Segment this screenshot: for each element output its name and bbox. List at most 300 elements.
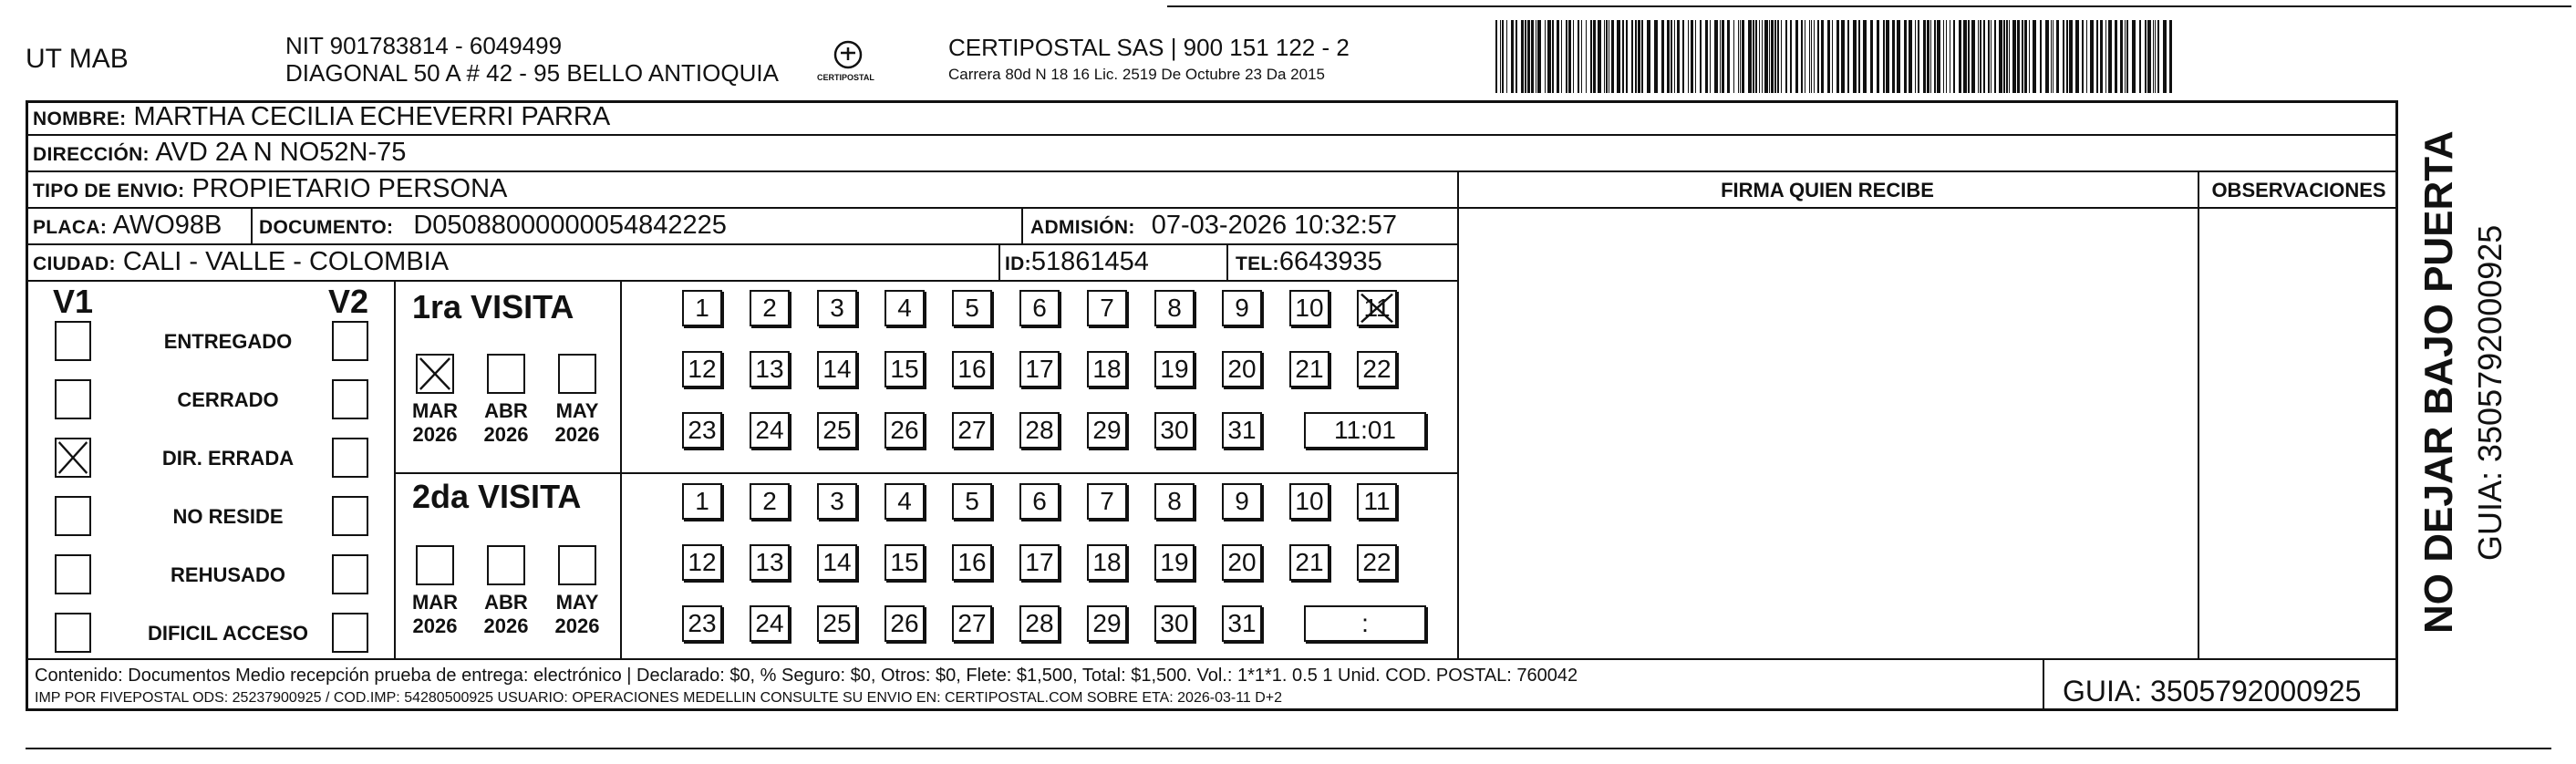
barcode-bar (1994, 20, 1996, 93)
barcode-bar (1759, 20, 1760, 93)
barcode-bar (2100, 20, 2103, 93)
v2-checkbox[interactable] (332, 321, 368, 361)
day-box[interactable] (1357, 290, 1397, 326)
year-label: 2026 (483, 423, 529, 446)
day-box[interactable]: 31 (1222, 605, 1262, 642)
barcode-bar (1586, 20, 1587, 93)
row-divider (26, 134, 2398, 136)
barcode-bar (1927, 20, 1929, 93)
day-box[interactable]: 25 (817, 605, 857, 642)
day-box[interactable]: 3 (817, 290, 857, 326)
side-warning: NO DEJAR BAJO PUERTA (2416, 130, 2461, 634)
barcode-bar (1742, 20, 1744, 93)
day-box[interactable]: 9 (1222, 290, 1262, 326)
v1-checkbox[interactable] (55, 438, 91, 478)
day-box[interactable]: 6 (1019, 483, 1060, 520)
barcode-bar (1753, 20, 1754, 93)
day-box[interactable]: 12 (682, 351, 722, 387)
barcode-bar (1667, 20, 1670, 93)
barcode-bar (1622, 20, 1624, 93)
barcode-bar (1971, 20, 1975, 93)
barcode-bar (1988, 20, 1990, 93)
barcode-bar (2066, 20, 2068, 93)
barcode-bar (1631, 20, 1633, 93)
status-label: DIFICIL ACCESO (147, 622, 308, 645)
nombre-value: MARTHA CECILIA ECHEVERRI PARRA (133, 102, 611, 131)
barcode-bar (2090, 20, 2094, 93)
barcode-bar (1909, 20, 1912, 93)
direccion-row (33, 139, 406, 166)
barcode-bar (1863, 20, 1867, 93)
barcode-bar (2105, 20, 2106, 93)
barcode-bar (1959, 20, 1961, 93)
day-box[interactable]: 4 (885, 483, 925, 520)
col-head-divider (1457, 207, 2398, 209)
year-label: 2026 (554, 423, 600, 446)
barcode-bar (1500, 20, 1501, 93)
barcode-bar (1604, 20, 1605, 93)
day-box[interactable]: 26 (885, 605, 925, 642)
barcode-bar (2056, 20, 2059, 93)
v1-checkbox[interactable] (55, 379, 91, 419)
day-box[interactable]: 20 (1222, 351, 1262, 387)
barcode-bar (1774, 20, 1776, 93)
barcode-bar (2108, 20, 2112, 93)
day-box[interactable]: 19 (1154, 544, 1195, 581)
barcode-bar (1617, 20, 1620, 93)
month-checkbox[interactable] (558, 545, 596, 585)
barcode-bar (1720, 20, 1721, 93)
year-label: 2026 (412, 423, 458, 446)
day-box[interactable]: 13 (750, 351, 790, 387)
side-guia: GUIA: 3505792000925 (2471, 224, 2509, 561)
footer-contents: Contenido: Documentos Medio recepción prueba de entrega: electrónico | Declarado: $0, % Seguro: $0, Otros: $0, Flete: $1,500, Total: $1,500. Vol.: 1*1*1. 0.5 1 Unid. COD. POSTAL: 760042 (35, 666, 1578, 686)
tel-value: 6643935 (1278, 247, 1382, 276)
sender-address: DIAGONAL 50 A # 42 - 95 BELLO ANTIOQUIA (285, 59, 779, 87)
status-label: NO RESIDE (172, 505, 284, 528)
barcode-bar (1506, 20, 1507, 93)
barcode-bar (1858, 20, 1860, 93)
v1-checkbox[interactable] (55, 496, 91, 536)
barcode-bar (1781, 20, 1782, 93)
day-box[interactable]: 17 (1019, 351, 1060, 387)
day-box[interactable]: 6 (1019, 290, 1060, 326)
barcode-bar (2009, 20, 2010, 93)
x-mark (57, 439, 89, 476)
v1-checkbox[interactable] (55, 613, 91, 653)
barcode-bar (1593, 20, 1596, 93)
month-label: ABR (484, 399, 528, 422)
v2-checkbox[interactable] (332, 613, 368, 653)
barcode-bar (1790, 20, 1792, 93)
year-label: 2026 (483, 614, 529, 637)
barcode-bar (2029, 20, 2030, 93)
ciudad-row (33, 249, 449, 275)
placa-value: AWO98B (112, 211, 222, 240)
barcode-bar (2045, 20, 2049, 93)
documento-label: DOCUMENTO: (259, 217, 394, 238)
ciudad-value: CALI - VALLE - COLOMBIA (122, 247, 450, 276)
certipostal-logo (817, 36, 875, 91)
certipostal-license: Carrera 80d N 18 16 Lic. 2519 De Octubre 23 Da 2015 (948, 66, 1325, 83)
day-box[interactable]: 23 (682, 412, 722, 449)
barcode-bar (1722, 20, 1724, 93)
barcode-bar (2125, 20, 2126, 93)
day-box[interactable]: 24 (750, 605, 790, 642)
visit2-title: 2da VISITA (412, 478, 582, 515)
barcode-bar (1714, 20, 1718, 93)
barcode-bar (1691, 20, 1693, 93)
day-box[interactable]: 20 (1222, 544, 1262, 581)
barcode-bar (1525, 20, 1526, 93)
barcode-bar (1883, 20, 1885, 93)
month-checkbox[interactable] (487, 545, 525, 585)
month-label: MAR (411, 399, 459, 422)
barcode-bar (1502, 20, 1504, 93)
barcode-bar (1904, 20, 1907, 93)
barcode-bar (2147, 20, 2151, 93)
admision-label: ADMISIÓN: (1030, 217, 1135, 238)
row-divider (26, 170, 2398, 172)
company-name: UT MAB (26, 44, 129, 74)
day-box[interactable]: 30 (1154, 412, 1195, 449)
barcode-bar (1934, 20, 1936, 93)
footer-guia-divider (2043, 658, 2044, 711)
footer-guia: GUIA: 3505792000925 (2063, 675, 2362, 707)
day-box[interactable]: 16 (952, 544, 992, 581)
placa-divider (251, 207, 253, 243)
barcode-bar (2075, 20, 2079, 93)
month-label: MAY (555, 591, 599, 614)
day-box[interactable]: 7 (1087, 290, 1127, 326)
barcode-bar (1877, 20, 1879, 93)
month-checkbox[interactable] (487, 354, 525, 394)
barcode-bar (2096, 20, 2098, 93)
day-box[interactable]: 9 (1222, 483, 1262, 520)
barcode-bar (2063, 20, 2064, 93)
barcode-bar (1930, 20, 1931, 93)
barcode-bar (1892, 20, 1895, 93)
barcode-bar (1578, 20, 1579, 93)
barcode-bar (2120, 20, 2123, 93)
barcode-bar (1727, 20, 1730, 93)
status-divider (394, 280, 396, 658)
day-box[interactable]: 22 (1357, 544, 1397, 581)
status-label: CERRADO (177, 388, 279, 411)
barcode-image (1495, 20, 2175, 93)
barcode-bar (2153, 20, 2154, 93)
barcode-bar (1963, 20, 1967, 93)
barcode-bar (1801, 20, 1803, 93)
day-box[interactable]: 28 (1019, 412, 1060, 449)
v2-label: V2 (328, 283, 369, 320)
barcode-bar (1641, 20, 1643, 93)
barcode-bar (2132, 20, 2136, 93)
barcode-bar (1635, 20, 1637, 93)
day-box[interactable]: 11 (1357, 483, 1397, 520)
barcode-bar (1978, 20, 1979, 93)
barcode-bar (1795, 20, 1798, 93)
top-rule (1167, 5, 2571, 7)
v1-checkbox[interactable] (55, 554, 91, 594)
barcode-bar (2012, 20, 2016, 93)
barcode-bar (1705, 20, 1708, 93)
barcode-bar (1937, 20, 1940, 93)
barcode-bar (1771, 20, 1774, 93)
day-box[interactable]: 24 (750, 412, 790, 449)
barcode-bar (1566, 20, 1567, 93)
barcode-bar (1943, 20, 1944, 93)
v2-checkbox[interactable] (332, 496, 368, 536)
day-box[interactable]: 29 (1087, 605, 1127, 642)
barcode-bar (1821, 20, 1824, 93)
row-divider (26, 280, 1457, 282)
barcode-bar (2006, 20, 2008, 93)
day-box[interactable]: 8 (1154, 483, 1195, 520)
barcode-bar (1590, 20, 1592, 93)
day-box[interactable]: 21 (1289, 544, 1329, 581)
day-box[interactable]: 28 (1019, 605, 1060, 642)
barcode-bar (1581, 20, 1582, 93)
barcode-bar (2115, 20, 2117, 93)
barcode-bar (1682, 20, 1684, 93)
v2-checkbox[interactable] (332, 438, 368, 478)
barcode-bar (2126, 20, 2128, 93)
firma-heading: FIRMA QUIEN RECIBE (1721, 179, 1934, 201)
months-divider (620, 280, 622, 658)
barcode-bar (1836, 20, 1839, 93)
barcode-bar (2157, 20, 2159, 93)
day-box[interactable]: 5 (952, 290, 992, 326)
time-box[interactable]: : (1304, 605, 1426, 642)
ciudad-label: CIUDAD: (33, 253, 116, 274)
admision-row (1030, 212, 1397, 239)
tipo-row (33, 176, 507, 202)
barcode-bar (2040, 20, 2042, 93)
day-box[interactable]: 3 (817, 483, 857, 520)
barcode-bar (1897, 20, 1900, 93)
documento-value: D05088000000054842225 (413, 211, 727, 240)
id-label: ID: (1005, 253, 1031, 274)
barcode-bar (2069, 20, 2073, 93)
barcode-bar (1700, 20, 1702, 93)
barcode-bar (1688, 20, 1689, 93)
day-box[interactable]: 10 (1289, 483, 1329, 520)
month-label: MAR (411, 591, 459, 614)
barcode-bar (1777, 20, 1779, 93)
day-box[interactable]: 4 (885, 290, 925, 326)
day-box[interactable]: 5 (952, 483, 992, 520)
nombre-label: NOMBRE: (33, 108, 127, 129)
barcode-bar (2003, 20, 2005, 93)
day-box[interactable]: 14 (817, 351, 857, 387)
barcode-bar (1626, 20, 1628, 93)
month-label: MAY (555, 399, 599, 422)
barcode-bar (1827, 20, 1830, 93)
v1-checkbox[interactable] (55, 321, 91, 361)
v1-label: V1 (53, 283, 94, 320)
tel-row (1236, 249, 1382, 275)
day-box[interactable]: 26 (885, 412, 925, 449)
day-box[interactable]: 1 (682, 290, 722, 326)
footer-print-info: IMP POR FIVEPOSTAL ODS: 25237900925 / COD.IMP: 54280500925 USUARIO: OPERACIONES MEDELLIN CONSULTE SU ENVIO EN: CERTIPOSTAL.COM SOBRE ETA: 2026-03-11 D+2 (35, 690, 1283, 706)
barcode-bar (1511, 20, 1514, 93)
day-box[interactable]: 15 (885, 544, 925, 581)
direccion-value: AVD 2A N NO52N-75 (155, 138, 407, 167)
row-divider (26, 243, 1457, 245)
month-checkbox[interactable] (416, 354, 454, 394)
day-box[interactable]: 7 (1087, 483, 1127, 520)
barcode-bar (1762, 20, 1763, 93)
barcode-bar (1886, 20, 1889, 93)
barcode-bar (1785, 20, 1787, 93)
v2-checkbox[interactable] (332, 554, 368, 594)
barcode-bar (1832, 20, 1833, 93)
month-label: ABR (484, 591, 528, 614)
day-box[interactable]: 14 (817, 544, 857, 581)
barcode-bar (1814, 20, 1815, 93)
barcode-bar (1695, 20, 1696, 93)
x-mark (418, 356, 452, 392)
day-box[interactable]: 17 (1019, 544, 1060, 581)
barcode-bar (1561, 20, 1562, 93)
barcode-bar (1769, 20, 1770, 93)
barcode-bar (2017, 20, 2020, 93)
barcode-bar (1671, 20, 1672, 93)
barcode-bar (1573, 20, 1574, 93)
barcode-bar (1654, 20, 1658, 93)
barcode-bar (1557, 20, 1559, 93)
barcode-bar (1611, 20, 1614, 93)
year-label: 2026 (554, 614, 600, 637)
status-label: ENTREGADO (163, 330, 293, 353)
day-box[interactable]: 22 (1357, 351, 1397, 387)
barcode-bar (1661, 20, 1664, 93)
certipostal-info: CERTIPOSTAL SAS | 900 151 122 - 2 (948, 34, 1350, 61)
barcode-bar (1968, 20, 1970, 93)
time-box[interactable]: 11:01 (1304, 412, 1426, 449)
day-box[interactable]: 18 (1087, 351, 1127, 387)
barcode-bar (1647, 20, 1650, 93)
barcode-bar (1980, 20, 1981, 93)
col-divider (2198, 170, 2199, 658)
barcode-bar (1598, 20, 1601, 93)
day-box[interactable]: 10 (1289, 290, 1329, 326)
month-checkbox[interactable] (558, 354, 596, 394)
barcode-bar (1677, 20, 1680, 93)
barcode-bar (1923, 20, 1926, 93)
barcode-bar (1710, 20, 1711, 93)
logo-text: CERTIPOSTAL (817, 73, 874, 82)
documento-row (259, 212, 727, 239)
barcode-bar (1568, 20, 1571, 93)
barcode-bar (1738, 20, 1739, 93)
day-box[interactable]: 15 (885, 351, 925, 387)
day-box[interactable]: 18 (1087, 544, 1127, 581)
barcode-bar (2022, 20, 2023, 93)
day-box[interactable]: 30 (1154, 605, 1195, 642)
id-value: 51861454 (1030, 247, 1149, 276)
visit-divider (394, 472, 1457, 474)
year-label: 2026 (412, 614, 458, 637)
day-box[interactable]: 19 (1154, 351, 1195, 387)
barcode-bar (1983, 20, 1985, 93)
barcode-bar (1999, 20, 2002, 93)
barcode-bar (1809, 20, 1810, 93)
day-box[interactable]: 2 (750, 483, 790, 520)
day-box[interactable]: 29 (1087, 412, 1127, 449)
barcode-bar (1521, 20, 1524, 93)
barcode-bar (1516, 20, 1517, 93)
barcode-bar (1817, 20, 1819, 93)
barcode-bar (2139, 20, 2141, 93)
barcode-bar (2169, 20, 2172, 93)
barcode-bar (1811, 20, 1812, 93)
visit1-title: 1ra VISITA (412, 288, 574, 325)
day-box[interactable]: 8 (1154, 290, 1195, 326)
day-box[interactable]: 2 (750, 290, 790, 326)
day-box[interactable]: 21 (1289, 351, 1329, 387)
barcode-bar (1740, 20, 1741, 93)
nit-number: NIT 901783814 - 6049499 (285, 32, 563, 59)
barcode-bar (1841, 20, 1845, 93)
barcode-bar (1495, 20, 1497, 93)
barcode-bar (1748, 20, 1752, 93)
month-checkbox[interactable] (416, 545, 454, 585)
day-box[interactable]: 16 (952, 351, 992, 387)
status-label: DIR. ERRADA (161, 447, 295, 470)
status-label: REHUSADO (171, 563, 285, 586)
bottom-rule (26, 748, 2551, 749)
day-box[interactable]: 27 (952, 412, 992, 449)
barcode-bar (2033, 20, 2036, 93)
id-row (1005, 249, 1149, 275)
admision-value: 07-03-2026 10:32:57 (1151, 211, 1398, 240)
day-box[interactable]: 12 (682, 544, 722, 581)
v2-checkbox[interactable] (332, 379, 368, 419)
day-box[interactable]: 1 (682, 483, 722, 520)
day-box[interactable]: 31 (1222, 412, 1262, 449)
barcode-bar (2024, 20, 2027, 93)
barcode-bar (1764, 20, 1768, 93)
tel-label: TEL: (1236, 253, 1279, 274)
observaciones-heading: OBSERVACIONES (2211, 179, 2386, 201)
col-divider (1457, 170, 1459, 658)
barcode-bar (1918, 20, 1919, 93)
day-number: 11 (1363, 294, 1391, 322)
barcode-bar (2051, 20, 2052, 93)
barcode-bar (1537, 20, 1541, 93)
barcode-bar (1545, 20, 1546, 93)
id-divider (998, 243, 1000, 280)
barcode-bar (1527, 20, 1530, 93)
barcode-bar (2155, 20, 2156, 93)
day-box[interactable]: 25 (817, 412, 857, 449)
barcode-bar (1946, 20, 1947, 93)
placa-row (33, 212, 222, 239)
day-box[interactable]: 13 (750, 544, 790, 581)
barcode-bar (1552, 20, 1554, 93)
day-box[interactable]: 23 (682, 605, 722, 642)
barcode-bar (1733, 20, 1734, 93)
barcode-bar (1638, 20, 1640, 93)
day-box[interactable]: 27 (952, 605, 992, 642)
barcode-bar (2053, 20, 2054, 93)
barcode-bar (1674, 20, 1675, 93)
direccion-label: DIRECCIÓN: (33, 144, 150, 165)
barcode-bar (1953, 20, 1955, 93)
barcode-bar (2163, 20, 2167, 93)
